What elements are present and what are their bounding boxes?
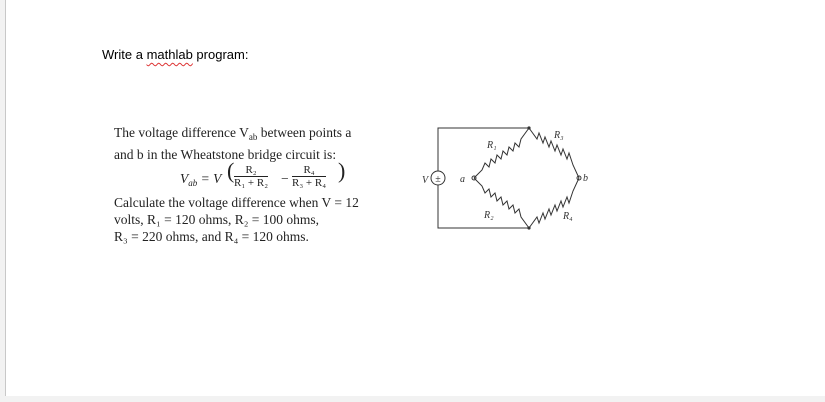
source-symbol: ± — [435, 174, 441, 185]
fraction-2: $\frac{\text{R₄}}{\text{R₃ + R₄}}$ — [292, 164, 327, 189]
node-b-label: b — [583, 173, 588, 184]
minus-sign: − — [281, 171, 289, 186]
r2-label: R₂ — [484, 210, 494, 221]
equation: $V_{ab} = V$ ( $\frac{\text{R₂}}{\text{R₁ + R₂}}$ − $\frac{\text{R₄}}{\text{R₃ + R₄}}$ ) — [180, 158, 346, 189]
problem-line-4: volts, R₁ = 120 ohms, R₂ = 100 ohms, — [114, 212, 320, 227]
resistor-r1 — [474, 128, 529, 178]
problem-line-5: R₃ = 220 ohms, and R₄ = 120 ohms. — [114, 229, 309, 244]
fraction-1: $\frac{\text{R₂}}{\text{R₁ + R₂}}$ — [234, 164, 269, 189]
instruction-text — [102, 47, 248, 62]
r3-label: R₃ — [554, 130, 564, 141]
r1-label: R₁ — [487, 140, 497, 151]
node-a-label: a — [460, 174, 465, 185]
problem-line-2: and b in the Wheatstone bridge circuit is: — [114, 147, 337, 162]
source-label: V — [422, 175, 429, 186]
wheatstone-bridge-diagram — [414, 118, 604, 238]
problem-line-3: Calculate the voltage difference when V = 12 — [114, 195, 359, 210]
instruction-suffix: program: — [192, 47, 249, 62]
problem-line-1: The voltage difference $V_{ab}$ between points a — [114, 125, 352, 142]
misspelled-word[interactable]: mathlab — [146, 47, 193, 62]
instruction-prefix: Write a — [102, 47, 147, 62]
resistor-r2 — [474, 178, 529, 228]
document-page — [5, 0, 825, 396]
problem-image — [114, 124, 359, 245]
left-paren: ( — [227, 158, 235, 183]
r4-label: R₄ — [563, 211, 573, 222]
right-paren: ) — [338, 158, 346, 183]
